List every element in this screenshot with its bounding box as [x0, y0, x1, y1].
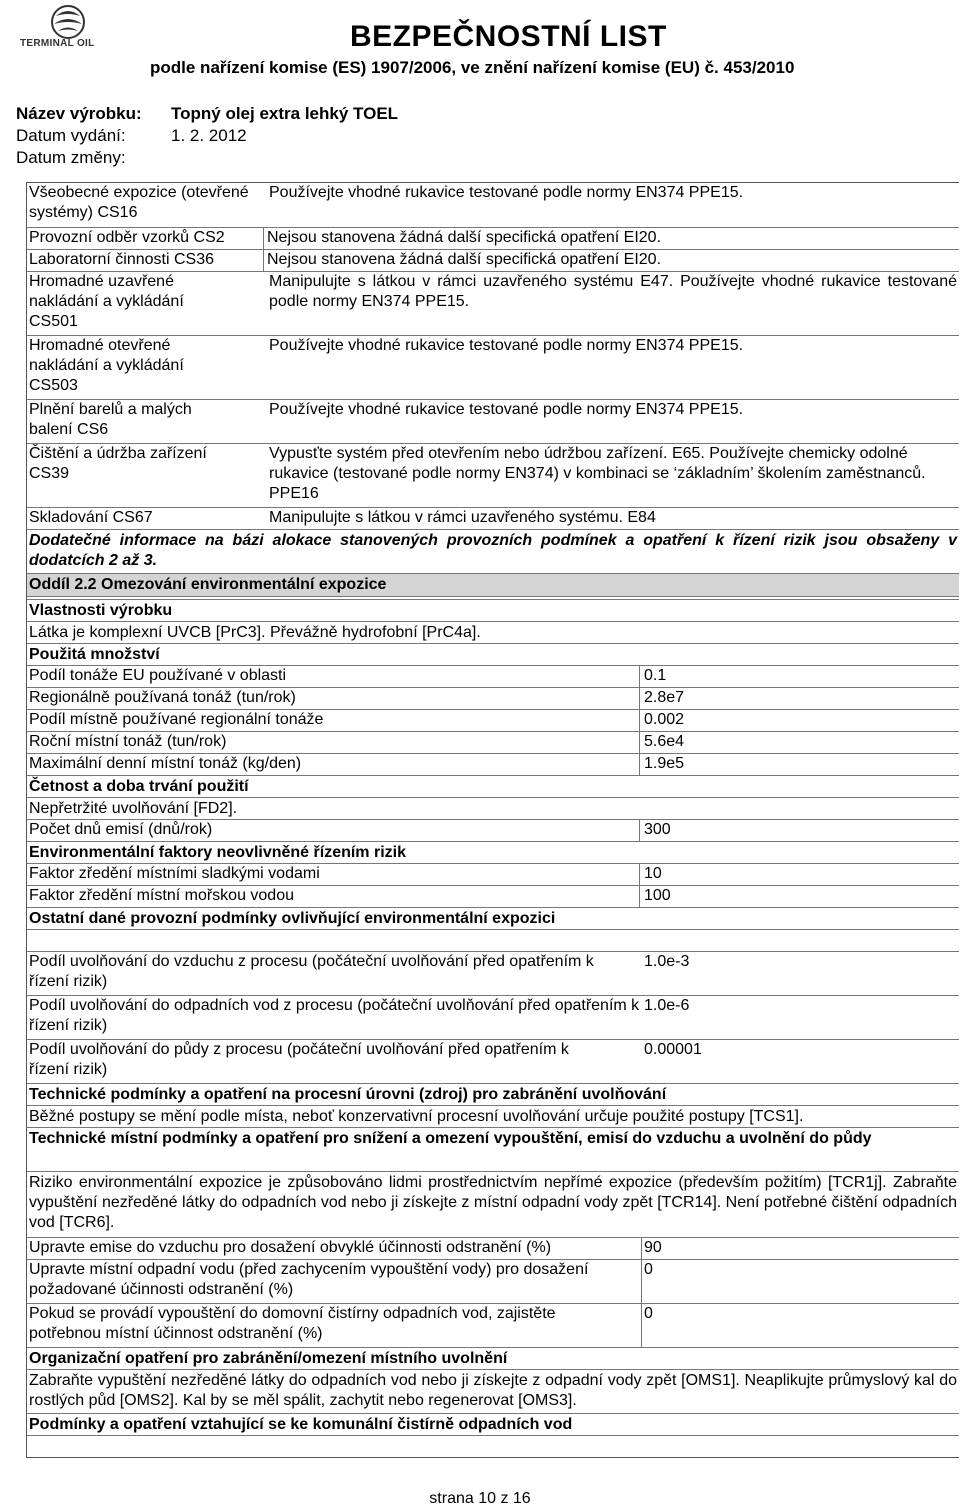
issued-label: Datum vydání: [16, 126, 126, 145]
exposure-measure: Používejte vhodné rukavice testované podle normy EN374 PPE15. [269, 337, 744, 354]
product-label: Název výrobku: [16, 104, 142, 123]
env-factor-value: 100 [644, 887, 671, 904]
exposure-measure: Manipulujte s látkou v rámci uzavřeného systému. E84 [269, 509, 656, 526]
exposure-measure: Vypusťte systém před otevřením nebo údržbou zařízení. E65. Používejte chemicky odolné rukavice (testované podle normy EN374) v kombinaci se ‘základním’ školením zaměstnanců. PPE16 [269, 445, 926, 502]
exposure-scenario: Hromadné otevřené nakládání a vykládání CS503 [29, 337, 184, 394]
exposure-scenario: Provozní odběr vzorků CS2 [29, 229, 225, 246]
issued-value: 1. 2. 2012 [171, 126, 247, 145]
exposure-measure: Používejte vhodné rukavice testované podle normy EN374 PPE15. [269, 401, 744, 418]
exposure-row [27, 183, 959, 227]
exposure-scenario: Čištění a údržba zařízení CS39 [29, 445, 207, 482]
release-value: 0.00001 [644, 1041, 702, 1058]
exposure-measure: Nejsou stanovena žádná další specifická opatření EI20. [267, 229, 662, 246]
tech-process-heading: Technické podmínky a opatření na procesní úrovni (zdroj) pro zabránění uvolňování [27, 1083, 959, 1105]
org-text: Zabraňte vypuštění nezředěné látky do odpadních vod nebo ji získejte z odpadní vody zpět [OMS1]. Neaplikujte průmyslový kal do rostlých půd [OMS2]. Kal by se měl spálit, zachytit nebo regenerovat [OMS3]. [27, 1369, 959, 1413]
org-heading: Organizační opatření pro zabránění/omezení místního uvolnění [27, 1347, 959, 1369]
amount-row [27, 753, 959, 775]
release-label: Podíl uvolňování do půdy z procesu (počáteční uvolňování před opatřením k řízení rizik) [29, 1041, 569, 1078]
release-row [27, 951, 959, 995]
frequency-text: Nepřetržité uvolňování [FD2]. [27, 797, 959, 819]
product-name-line [16, 104, 398, 124]
exposure-scenario: Laboratorní činnosti CS36 [29, 251, 214, 268]
env-factors-heading: Environmentální faktory neovlivněné řízením rizik [27, 841, 959, 863]
amount-row [27, 731, 959, 753]
exposure-row [27, 507, 959, 529]
exposure-measure: Používejte vhodné rukavice testované podle normy EN374 PPE15. [269, 184, 744, 201]
emission-days-row [27, 819, 959, 841]
other-conditions-heading: Ostatní dané provozní podmínky ovlivňující environmentální expozici [27, 907, 959, 929]
section-header: Oddíl 2.2 Omezování environmentální expozice [27, 573, 959, 596]
release-row [27, 1039, 959, 1083]
amount-value: 2.8e7 [644, 689, 685, 706]
exposure-row [27, 399, 959, 443]
env-factor-label: Faktor zředění místní mořskou vodou [29, 887, 294, 904]
issued-line [16, 126, 247, 146]
frequency-heading: Četnost a doba trvání použití [27, 775, 959, 797]
amount-value: 0.1 [644, 667, 667, 684]
document-subtitle: podle nařízení komise (ES) 1907/2006, ve znění nařízení komise (EU) č. 453/2010 [150, 58, 795, 77]
release-label: Podíl uvolňování do odpadních vod z procesu (počáteční uvolňování před opatřením k řízení rizik) [29, 997, 640, 1034]
exposure-scenario: Všeobecné expozice (otevřené systémy) CS16 [29, 184, 249, 221]
amount-label: Regionálně používaná tonáž (tun/rok) [29, 689, 296, 706]
env-factor-row [27, 863, 959, 885]
amount-label: Podíl tonáže EU používané v oblasti [29, 667, 287, 684]
efficiency-row [27, 1259, 959, 1303]
efficiency-label: Upravte místní odpadní vodu (před zachycením vypouštění vody) pro dosažení požadované účinnosti odstranění (%) [29, 1261, 589, 1298]
env-factor-value: 10 [644, 865, 662, 882]
release-value: 1.0e-3 [644, 953, 690, 970]
document-title: BEZPEČNOSTNÍ LIST [350, 20, 667, 53]
amount-row [27, 687, 959, 709]
tech-local-text: Riziko environmentální expozice je způsobováno lidmi prostřednictvím nepřímé expozice (především požitím) [TCR1j]. Zabraňte vypuštění nezředěné látky do odpadních vod nebo ji získejte z místní odpadní vody zpět [TCR14]. Není potřebné čištění odpadních vod [TCR6]. [27, 1171, 959, 1237]
efficiency-value: 0 [644, 1305, 653, 1322]
exposure-measure: Nejsou stanovena žádná další specifická opatření EI20. [267, 251, 662, 268]
page-number: strana 10 z 16 [429, 1490, 531, 1507]
exposure-measure: Manipulujte s látkou v rámci uzavřeného systému E47. Používejte vhodné rukavice testované podle normy EN374 PPE15. [269, 273, 957, 310]
tech-local-heading: Technické místní podmínky a opatření pro snížení a omezení vypouštění, emisí do vzduchu a uvolnění do půdy [27, 1127, 959, 1171]
amounts-heading: Použitá množství [27, 643, 959, 665]
release-value: 1.0e-6 [644, 997, 690, 1014]
exposure-row [27, 227, 959, 249]
exposure-row [27, 249, 959, 271]
exposure-scenario: Plnění barelů a malých balení CS6 [29, 401, 192, 438]
efficiency-label: Upravte emise do vzduchu pro dosažení obvyklé účinnosti odstranění (%) [29, 1239, 552, 1256]
amount-value: 1.9e5 [644, 755, 685, 772]
exposure-scenario: Hromadné uzavřené nakládání a vykládání CS501 [29, 273, 184, 330]
efficiency-label: Pokud se provádí vypouštění do domovní čistírny odpadních vod, zajistěte potřebnou místní účinnost odstranění (%) [29, 1305, 556, 1342]
env-factor-row [27, 885, 959, 907]
municipal-heading: Podmínky a opatření vztahující se ke komunální čistírně odpadních vod [27, 1413, 959, 1435]
exposure-table [26, 182, 959, 1458]
efficiency-value: 0 [644, 1261, 653, 1278]
amount-value: 0.002 [644, 711, 685, 728]
exposure-row [27, 443, 959, 507]
release-label: Podíl uvolňování do vzduchu z procesu (počáteční uvolňování před opatřením k řízení rizik) [29, 953, 594, 990]
amount-label: Podíl místně používané regionální tonáže [29, 711, 324, 728]
changed-line [16, 148, 171, 168]
amount-value: 5.6e4 [644, 733, 685, 750]
env-factor-label: Faktor zředění místními sladkými vodami [29, 865, 320, 882]
changed-label: Datum změny: [16, 148, 126, 167]
exposure-row [27, 271, 959, 335]
emission-days-value: 300 [644, 821, 671, 838]
product-props-text: Látka je komplexní UVCB [PrC3]. Převážně hydrofobní [PrC4a]. [27, 621, 959, 643]
efficiency-row [27, 1237, 959, 1259]
product-value: Topný olej extra lehký TOEL [171, 104, 399, 123]
release-row [27, 995, 959, 1039]
product-props-heading: Vlastnosti výrobku [27, 599, 959, 621]
efficiency-row [27, 1303, 959, 1347]
amount-row [27, 709, 959, 731]
exposure-scenario: Skladování CS67 [29, 509, 153, 526]
exposure-row [27, 335, 959, 399]
emission-days-label: Počet dnů emisí (dnů/rok) [29, 821, 213, 838]
company-name: TERMINAL OIL [20, 38, 95, 49]
efficiency-value: 90 [644, 1239, 662, 1256]
amount-label: Roční místní tonáž (tun/rok) [29, 733, 227, 750]
tech-process-text: Běžné postupy se mění podle místa, neboť konzervativní procesní uvolňování určuje použité postupy [TCS1]. [27, 1105, 959, 1127]
amount-label: Maximální denní místní tonáž (kg/den) [29, 755, 302, 772]
additional-info: Dodatečné informace na bázi alokace stanovených provozních podmínek a opatření k řízení rizik jsou obsaženy v dodatcích 2 až 3. [27, 529, 959, 573]
amount-row [27, 665, 959, 687]
